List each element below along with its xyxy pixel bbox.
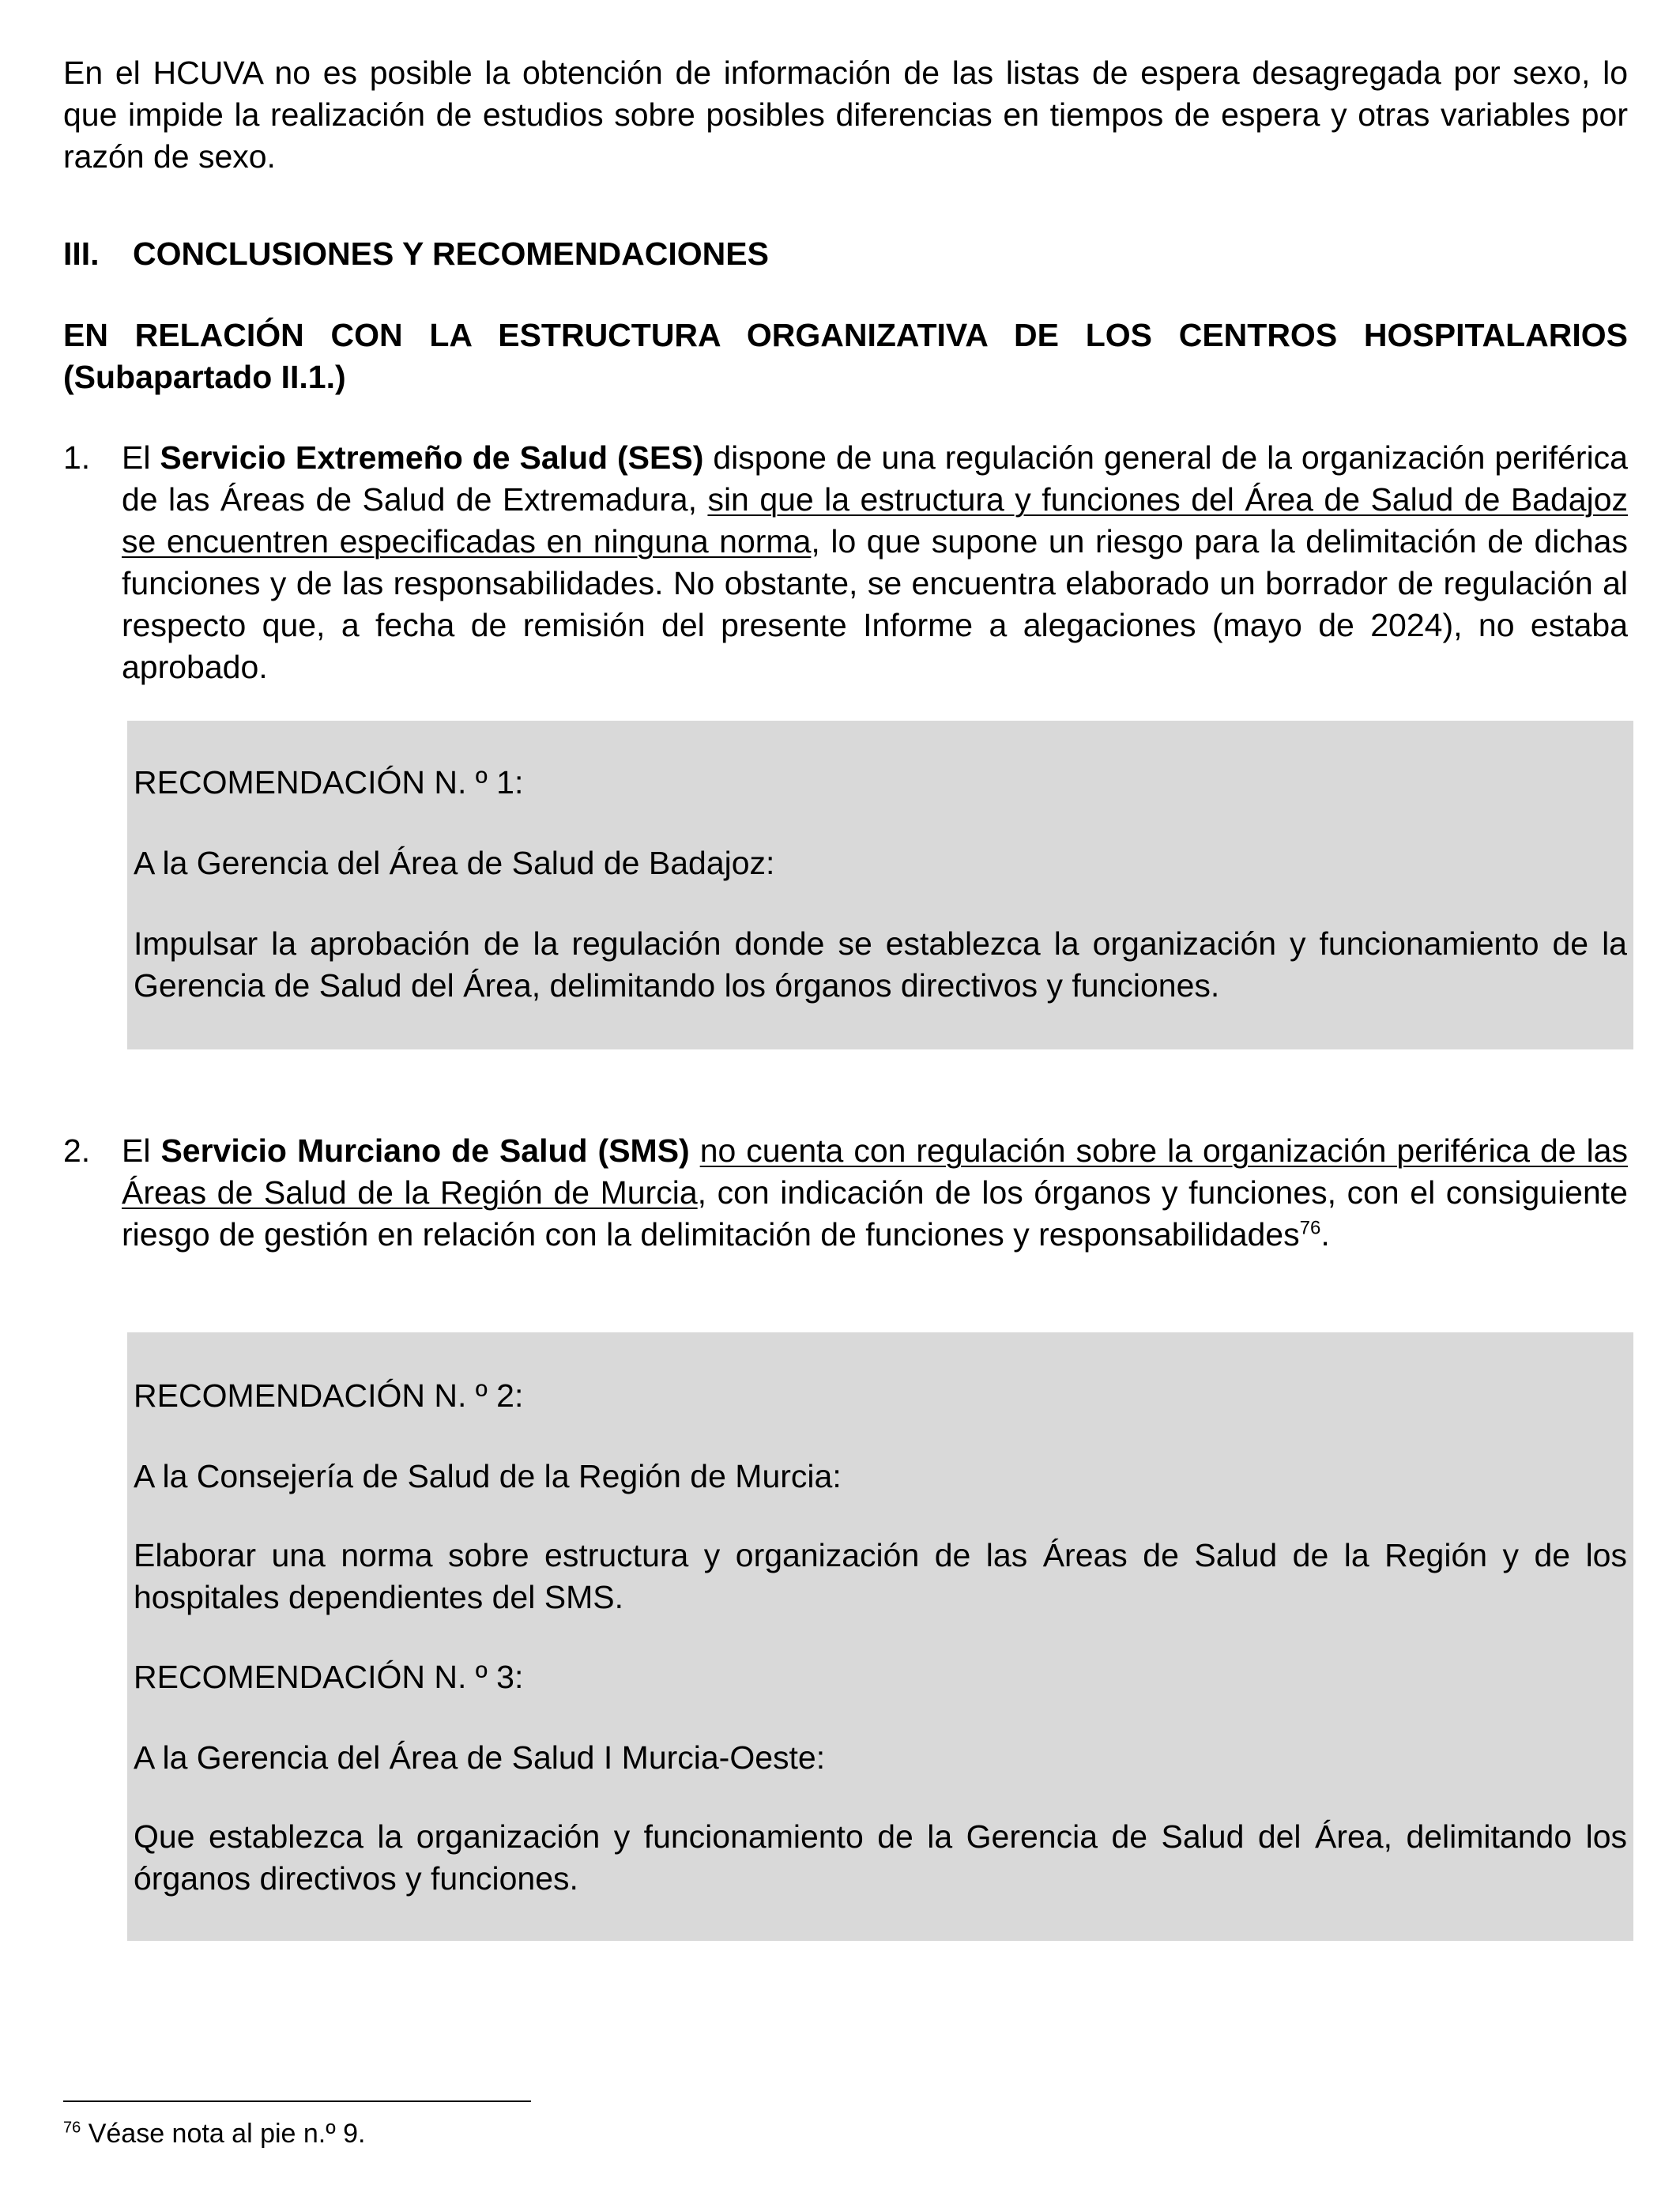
- recommendation-box: [127, 721, 1633, 1049]
- recommendation-addressee: A la Gerencia del Área de Salud I Murcia-Oeste:: [134, 1739, 826, 1776]
- recommendation-title: RECOMENDACIÓN N. º 2:: [134, 1377, 524, 1414]
- conclusion-number: 1.: [63, 439, 91, 476]
- conclusion-prefix: El: [122, 439, 160, 476]
- conclusion-entity: Servicio Murciano de Salud (SMS): [160, 1132, 690, 1169]
- footnote-reference[interactable]: 76: [1299, 1217, 1321, 1239]
- footnote-number: 76: [63, 2119, 81, 2137]
- intro-paragraph: En el HCUVA no es posible la obtención de información de las listas de espera desagregada por sexo, lo que impide la realización de estudios sobre posibles diferencias en tiempos de espera y otras variables por razón de sexo.: [63, 55, 1628, 175]
- conclusion-text-part: , lo que supone un riesgo para la delimitación de dichas funciones y de las responsabilidades. No obstante, se encuentra elaborado un borrador de regulación al respecto que, a fecha de remisión del presente Informe a alegaciones (mayo de 2024), no estaba aprobado.: [122, 523, 1628, 685]
- section-number: III.: [63, 235, 100, 272]
- conclusion-text-part: , con indicación de los órganos y funciones, con el consiguiente riesgo de gestión en relación con la delimitación de funciones y responsabilidades: [122, 1174, 1628, 1253]
- conclusion-text-part: .: [1320, 1216, 1330, 1253]
- conclusion-number: 2.: [63, 1132, 91, 1169]
- conclusion-item: [63, 1130, 1628, 1256]
- conclusion-entity: Servicio Extremeño de Salud (SES): [160, 439, 704, 476]
- recommendation-box: [127, 1332, 1633, 1941]
- conclusion-text-part: dispone de una regulación general de la organización periférica de las Áreas de Salud de Extremadura,: [122, 439, 1628, 518]
- section-heading: [63, 233, 1628, 275]
- conclusion-text: [122, 1130, 1628, 1256]
- conclusion-underlined-text: sin que la estructura y funciones del Área de Salud de Badajoz se encuentren especificadas en ninguna norma: [122, 481, 1628, 559]
- footnote-divider: [63, 2100, 531, 2102]
- conclusion-item: [63, 437, 1628, 688]
- footnote: [63, 2116, 365, 2151]
- recommendation-addressee: A la Gerencia del Área de Salud de Badajoz:: [134, 845, 775, 881]
- subsection-heading: EN RELACIÓN CON LA ESTRUCTURA ORGANIZATIVA DE LOS CENTROS HOSPITALARIOS (Subapartado II.1.): [63, 317, 1628, 395]
- conclusion-underlined-text: no cuenta con regulación sobre la organización periférica de las Áreas de Salud de la Región de Murcia: [122, 1132, 1628, 1211]
- recommendation-title: RECOMENDACIÓN N. º 3:: [134, 1659, 524, 1695]
- conclusion-text: [122, 437, 1628, 688]
- conclusion-text-part: [690, 1132, 700, 1169]
- recommendation-text: Que establezca la organización y funcionamiento de la Gerencia de Salud del Área, delimitando los órganos directivos y funciones.: [134, 1818, 1627, 1897]
- section-title: CONCLUSIONES Y RECOMENDACIONES: [133, 235, 769, 272]
- footnote-text: Véase nota al pie n.º 9.: [81, 2119, 366, 2149]
- conclusion-prefix: El: [122, 1132, 161, 1169]
- recommendation-text: Elaborar una norma sobre estructura y organización de las Áreas de Salud de la Región y de los hospitales dependientes del SMS.: [134, 1537, 1627, 1615]
- recommendation-addressee: A la Consejería de Salud de la Región de Murcia:: [134, 1458, 842, 1494]
- recommendation-title: RECOMENDACIÓN N. º 1:: [134, 764, 524, 801]
- recommendation-text: Impulsar la aprobación de la regulación donde se establezca la organización y funcionamiento de la Gerencia de Salud del Área, delimitando los órganos directivos y funciones.: [134, 925, 1627, 1004]
